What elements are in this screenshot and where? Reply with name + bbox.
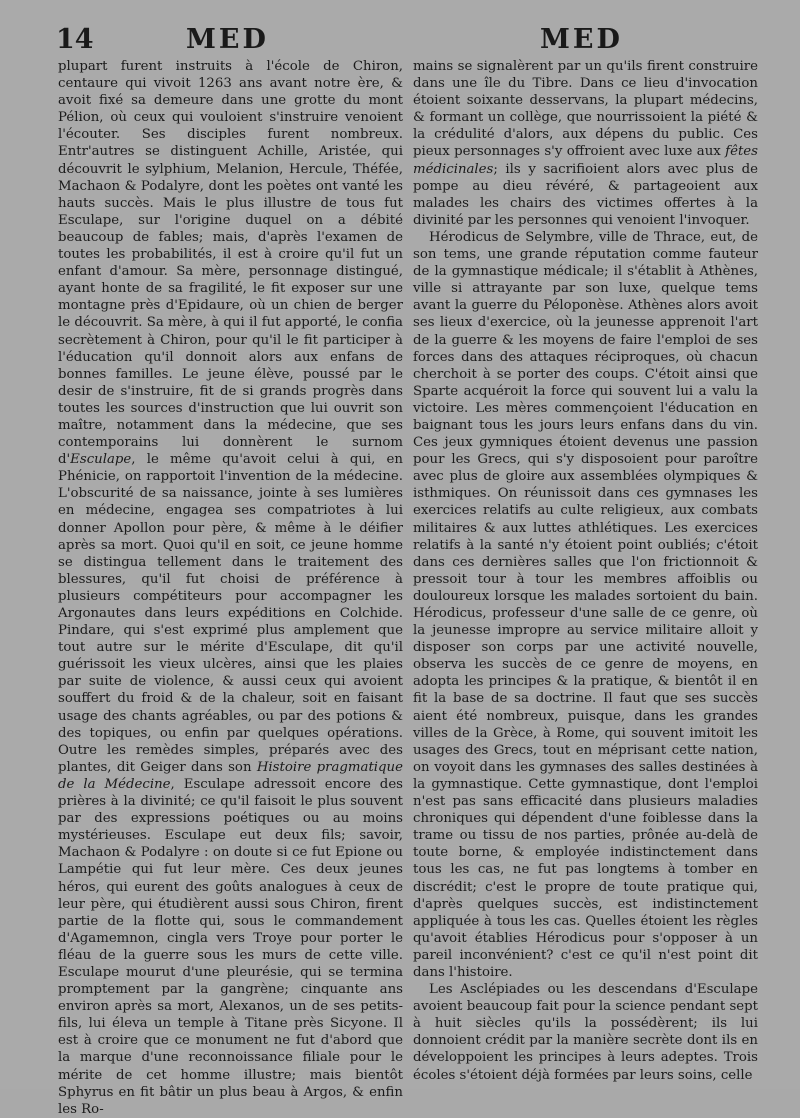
right-paragraph-1 xyxy=(413,58,758,229)
right-paragraph-2: Hérodicus de Selymbre, ville de Thrace, eut, de son tems, une grande réputation comme fauteur de la gymnastique médicale; il s'établit à Athènes, ville si attrayante par son luxe, quelque tems avant la guerre du Péloponèse. Athènes alors avoit ses lieux d'exercice, où la jeunesse apprenoit l'art de la guerre & les moyens de faire l'emploi de ses forces dans des attaques réciproques, où chacun cherchoit à se porter des coups. C'étoit ainsi que Sparte acquéroit la force qui souvent lui a valu la victoire. Les mères commençoient l'éducation en baignant tous les jours leurs enfans dans du vin. Ces jeux gymniques étoient devenus une passion pour les Grecs, qui s'y disposoient pour paroître avec plus de gloire aux assemblées olympiques & isthmiques. On réunissoit dans ces gymnases les exercices relatifs au culte religieux, aux combats militaires & aux luttes athlétiques. Les exercices relatifs à la santé n'y étoient point oubliés; c'étoit dans ces dernières salles que l'on frictionnoit & pressoit tour à tour les membres affoiblis ou douloureux lorsque les malades sortoient du bain. Hérodicus, professeur d'une salle de ce genre, où la jeunesse impropre au service militaire alloit y disposer son corps par une activité nouvelle, observa les succès de ce genre de moyens, en adopta les principes & la pratique, & bientôt il en fit la base de sa doctrine. Il faut que ses succès aient été nombreux, puisque, dans les grandes villes de la Grèce, à Rome, qui souvent imitoit les usages des Grecs, tout en méprisant cette nation, on voyoit dans les gymnases des salles destinées à la gymnastique. Cette gymnastique, dont l'emploi n'est pas sans efficacité dans plusieurs maladies chroniques qui dépendent d'une foiblesse dans la trame ou tissu de nos parties, prônée au-delà de toute borne, & employée indistinctement dans tous les cas, ne fut pas longtems à tomber en discrédit; c'est le propre de toute pratique qui, d'après quelques succès, est indistinctement appliquée à tous les cas. Quelles étoient les règles qu'avoit établies Hérodicus pour s'opposer à un pareil inconvénient? c'est ce qu'il n'est point dit dans l'histoire. xyxy=(413,229,758,980)
italic-book-title: Histoire pragmatique de la Médecine xyxy=(58,759,403,792)
right-paragraph-3: Les Asclépiades ou les descendans d'Esculape avoient beaucoup fait pour la science pendant sept à huit siècles qu'ils la possédèrent; ils lui donnoient crédit par la manière secrète dont ils en développoient les principes à leurs adeptes. Trois écoles s'étoient déjà formées par leurs soins, celle xyxy=(413,982,758,1083)
running-head-left: MED xyxy=(186,24,269,55)
page-header xyxy=(0,22,800,62)
page-number: 14 xyxy=(56,24,94,55)
italic-term-fetes: fêtes médicinales xyxy=(413,144,758,177)
left-paragraph-1 xyxy=(58,58,403,1118)
text-run: , Esculape adressoit encore des prières à la divinité; ce qu'il faisoit le plus souvent par des expressions poétiques ou au moins mystérieuses. Esculape eut deux fils; savoir, Machaon & Podalyre : on doute si ce fut Epione ou Lampétie qui fut leur mère. Ces deux jeunes héros, qui eurent des goûts analogues à ceux de leur père, qui étudièrent aussi sous Chiron, firent partie de la flotte qui, sous le commandement d'Agamemnon, cingla vers Troye pour porter le fléau de la guerre sous les murs de cette ville. Esculape mourut d'une pleurésie, qui se termina promptement par la gangrène; cinquante ans environ après sa mort, Alexanos, un de ses petits-fils, lui éleva un temple à Titane près Sicyone. Il est à croire que ce monument ne fut d'abord que la marque d'une reconnoissance filiale pour le mérite de cet homme illustre; mais bientôt Sphyrus en fit bâtir un plus beau à Argos, & enfin les Ro- xyxy=(58,776,404,1117)
running-head-right: MED xyxy=(540,24,623,55)
text-run: plupart furent instruits à l'école de Chiron, centaure qui vivoit 1263 ans avant notre ère, & avoit fixé sa demeure dans une grotte du mont Pélion, où ceux qui vouloient s'instruire venoient l'écouter. Ses disciples furent nombreux. Entr'autres se distinguent Achille, Aristée, qui découvrit le sylphium, Melanion, Hercule, Théfée, Machaon & Podalyre, dont les poètes ont vanté les hauts succès. Mais le plus illustre de tous fut Esculape, sur l'origine duquel on a débité beaucoup de fables; mais, d'après l'examen de toutes les probabilités, il est à croire qu'il fut un enfant d'amour. Sa mère, personnage distingué, ayant honte de sa fragilité, le fit exposer sur une montagne près d'Epidaure, où un chien de berger le découvrit. Sa mère, à qui il fut apporté, le confia secrètement à Chiron, pour qu'il le fit participer à l'éducation qu'il donnoit alors aux enfans de bonnes familles. Le jeune élève, poussé par le desir de s'instruire, fit de si grands progrès dans toutes les sources d'instruction que lui ouvrit son maître, notamment dans la médecine, que ses contemporains lui donnèrent le surnom d' xyxy=(58,59,403,468)
text-run: ; ils y sacrifioient alors avec plus de pompe au dieu révéré, & partageoient aux malades les chairs des victimes offertes à la divinité par les personnes qui venoient l'invoquer. xyxy=(413,161,758,228)
text-run: mains se signalèrent par un qu'ils firent construire dans une île du Tibre. Dans ce lieu d'invocation étoient soixante desservans, la plupart médecins, & formant un collège, que nourrissoient la piété & la crédulité d'alors, aux dépens du public. Ces pieux personnages s'y offroient avec luxe aux xyxy=(413,59,758,160)
right-column xyxy=(413,58,758,1084)
left-column xyxy=(58,58,403,1118)
italic-term-esculape: Esculape xyxy=(70,452,132,468)
text-run: , le même qu'avoit celui à qui, en Phénicie, on rapportoit l'invention de la médecine. L'obscurité de sa naissance, jointe à ses lumières en médecine, engagea ses compatriotes à lui donner Apollon pour père, & même à le déifier après sa mort. Quoi qu'il en soit, ce jeune homme se distingua tellement dans le traitement des blessures, qu'il fut choisi de préférence à plusieurs compétiteurs pour accompagner les Argonautes dans leurs expéditions en Colchide. Pindare, qui s'est exprimé plus amplement que tout autre sur le mérite d'Esculape, dit qu'il guérissoit les vieux ulcères, ainsi que les plaies par suite de violence, & aussi ceux qui avoient souffert du froid & de la chaleur, soit en faisant usage des chants agréables, ou par des potions & des topiques, ou enfin par quelques opérations. Outre les remèdes simples, préparés avec des plantes, dit Geiger dans son xyxy=(58,452,403,775)
